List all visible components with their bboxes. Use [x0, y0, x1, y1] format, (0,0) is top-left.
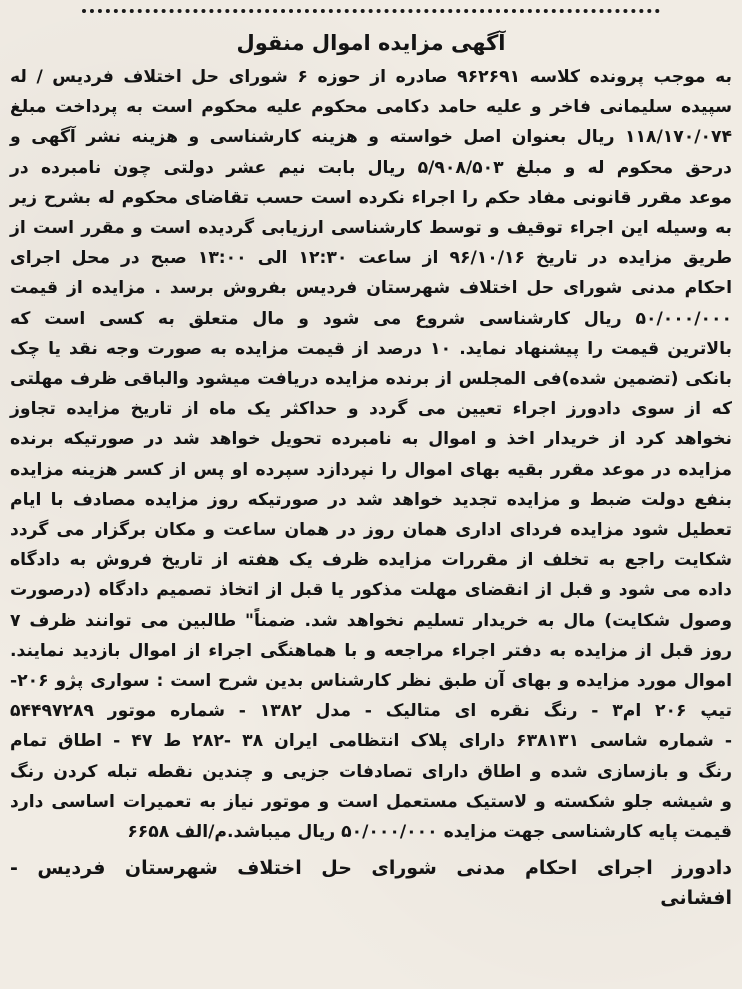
body-line: ۵۰/۰۰۰/۰۰۰ ریال کارشناسی شروع می شود و مال متعلق به کسی است که [10, 308, 732, 329]
body-line: روز قبل از مزایده به دفتر اجراء مراجعه و با هماهنگی اجراء از اموال بازدید نمایند. [10, 640, 732, 661]
body-line: سپیده سلیمانی فاخر و علیه حامد دکامی محکوم علیه محکوم است به پرداخت مبلغ [10, 97, 732, 118]
signature-name: افشانی [660, 887, 732, 910]
body-line: نخواهد کرد از خریدار اخذ و اموال به نامبرده تحویل خواهد شد در صورتیکه برنده [10, 429, 732, 450]
body-line: درحق محکوم له و مبلغ ۵/۹۰۸/۵۰۳ ریال بابت نیم عشر دولتی چون نامبرده در [10, 157, 732, 178]
body-line: اموال مورد مزایده و بهای آن طبق نظر کارشناس بدین شرح است : سواری پژو ۲۰۶- [10, 671, 732, 692]
body-line: مزایده در موعد مقرر بقیه بهای اموال را نپردازد سپرده او پس از کسر هزینه مزایده [10, 459, 732, 480]
body-line: تعطیل شود مزایده فردای اداری همان روز در همان ساعت و مکان برگزار می گردد [10, 520, 732, 541]
notice-body [10, 62, 732, 847]
body-line: قیمت پایه کارشناسی جهت مزایده ۵۰/۰۰۰/۰۰۰ ریال میباشد.م/الف ۶۶۵۸ [127, 822, 732, 843]
body-line: بالاترین قیمت را پیشنهاد نماید. ۱۰ درصد از قیمت مزایده به صورت وجه نقد یا چک [10, 338, 732, 359]
body-line: به موجب پرونده کلاسه ۹۶۲۶۹۱ صادره از حوزه ۶ شورای حل اختلاف فردیس / له [10, 67, 732, 87]
body-line: بنفع دولت ضبط و مزایده تجدید خواهد شد در صورتیکه روز مزایده مصادف با ایام [10, 489, 732, 510]
body-line: احکام مدنی شورای حل اختلاف شهرستان فردیس بفروش برسد . مزایده از قیمت [10, 278, 732, 299]
body-line: داده می شود و قبل از انقضای مهلت مذکور یا قبل از اتخاذ تصمیم دادگاه (درصورت [10, 580, 732, 601]
signature-line: دادورز اجرای احکام مدنی شورای حل اختلاف شهرستان فردیس - [10, 857, 732, 880]
auction-notice [10, 28, 732, 913]
dotted-divider [82, 9, 660, 13]
body-line: به وسیله این اجراء توقیف و توسط کارشناسی ارزیابی گردیده است و مقرر است از [10, 218, 732, 239]
body-line: شکایت راجع به تخلف از مقررات مزایده ظرف یک هفته از تاریخ فروش به دادگاه [10, 550, 732, 571]
body-line: تیپ ۲۰۶ ام۳ - رنگ نقره ای متالیک - مدل ۱۳۸۲ - شماره موتور ۵۴۴۹۷۲۸۹ [10, 701, 732, 722]
body-line: - شماره شاسی ۶۳۸۱۳۱ دارای پلاک انتظامی ایران ۳۸ -۲۸۲ ط ۴۷ - اطاق تمام [10, 731, 733, 752]
notice-signature [10, 853, 732, 913]
body-line: ۱۱۸/۱۷۰/۰۷۴ ریال بعنوان اصل خواسته و هزینه کارشناسی و هزینه نشر آگهی و [10, 127, 732, 148]
body-line: که از سوی دادورز اجراء تعیین می گردد و حداکثر یک ماه از تاریخ مزایده تجاوز [10, 399, 732, 420]
body-line: طریق مزایده در تاریخ ۹۶/۱۰/۱۶ از ساعت ۱۲:۳۰ الی ۱۳:۰۰ صبح در محل اجرای [10, 248, 733, 269]
notice-title: آگهی مزایده اموال منقول [236, 31, 506, 55]
body-line: بانکی (تضمین شده)فی المجلس از برنده مزایده دریافت میشود والباقی ظرف مهلتی [10, 369, 732, 390]
body-line: موعد مقرر قانونی مفاد حکم را اجراء نکرده است حسب تقاضای محکوم له بشرح زیر [10, 187, 732, 208]
body-line: و شیشه جلو شکسته و لاستیک مستعمل است و موتور نیاز به تعمیرات اساسی دارد [10, 791, 732, 812]
body-line: رنگ و بازسازی شده و اطاق دارای تصادفات جزیی و چندین نقطه تبله کردن رنگ [10, 761, 732, 782]
body-line: وصول شکایت) مال به خریدار تسلیم نخواهد شد. ضمناً" طالبین می توانند ظرف ۷ [10, 610, 732, 631]
